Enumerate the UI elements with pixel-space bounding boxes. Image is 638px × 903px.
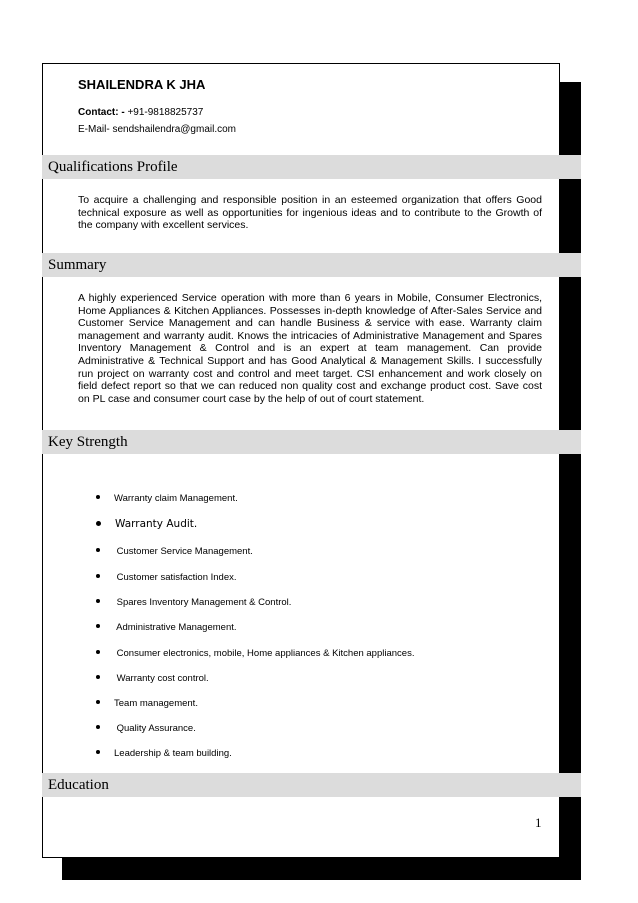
bullet-icon [96,599,100,603]
list-item-text: Warranty Audit. [115,518,198,530]
bullet-icon [96,624,100,628]
page-number: 1 [535,815,542,830]
list-item-text: Customer Service Management. [114,546,253,557]
page-shadow-right [560,82,581,880]
qualifications-text: To acquire a challenging and responsible position in an esteemed organization that offers Good technical exposure as well as opportunities for ingenious ideas and to contribute to the Growth of the company with excellent services. [78,194,542,232]
resume-page [42,63,560,858]
list-item [96,723,196,734]
list-item-text: Customer satisfaction Index. [114,572,237,583]
bullet-icon [96,725,100,729]
list-item [96,673,209,684]
list-item [96,698,198,709]
bullet-icon [96,650,100,654]
contact-label: Contact: - [78,107,125,118]
list-item-text: Warranty claim Management. [114,493,238,504]
list-item [96,572,237,583]
section-header-key-strength [42,430,581,454]
section-header-summary [42,253,581,277]
section-header-education [42,773,581,797]
section-title: Summary [48,257,107,273]
section-title: Key Strength [48,434,128,450]
list-item-text: Spares Inventory Management & Control. [114,597,292,608]
list-item [96,546,253,557]
list-item [96,748,232,759]
bullet-icon [96,548,100,552]
list-item-text: Team management. [114,698,198,709]
list-item [96,622,237,633]
list-item [96,597,291,608]
contact-line [78,107,203,118]
email-line: E-Mail- sendshailendra@gmail.com [78,124,236,135]
list-item-text: Administrative Management. [114,622,237,633]
summary-text: A highly experienced Service operation with more than 6 years in Mobile, Consumer Electronics, Home Appliances & Kitchen Appliances. Possesses in-depth knowledge of After-Sales Service and Customer Service Management and can handle Business & service with ease. Warranty claim management and warranty audit. Knows the intricacies of Administrative Management and Spares Inventory Management & Control and is an expert at team management. Can provide Administrative & Technical Support and has Good Analytical & Management Skills. I successfully run project on warranty cost and control and meet target. CSI enhancement and work closely on field defect report so that we can reduced non quality cost and exchange product cost. Save cost on PL case and consumer court case by the help of out of court statement. [78,292,542,405]
list-item-text: Leadership & team building. [114,748,232,759]
list-item [96,648,414,659]
section-title: Education [48,777,109,793]
section-header-qualifications [42,155,581,179]
bullet-icon [96,574,100,578]
bullet-icon [96,750,100,754]
list-item [96,493,238,504]
page-shadow-bottom [62,858,581,880]
list-item-text: Quality Assurance. [114,723,196,734]
section-title: Qualifications Profile [48,159,178,175]
bullet-icon [96,675,100,679]
bullet-icon [96,700,100,704]
bullet-icon [96,521,101,526]
list-item-text: Consumer electronics, mobile, Home appliances & Kitchen appliances. [114,648,415,659]
contact-phone: +91-9818825737 [124,107,204,118]
candidate-name: SHAILENDRA K JHA [78,77,206,92]
list-item-text: Warranty cost control. [114,673,209,684]
list-item [96,518,197,530]
bullet-icon [96,495,100,499]
